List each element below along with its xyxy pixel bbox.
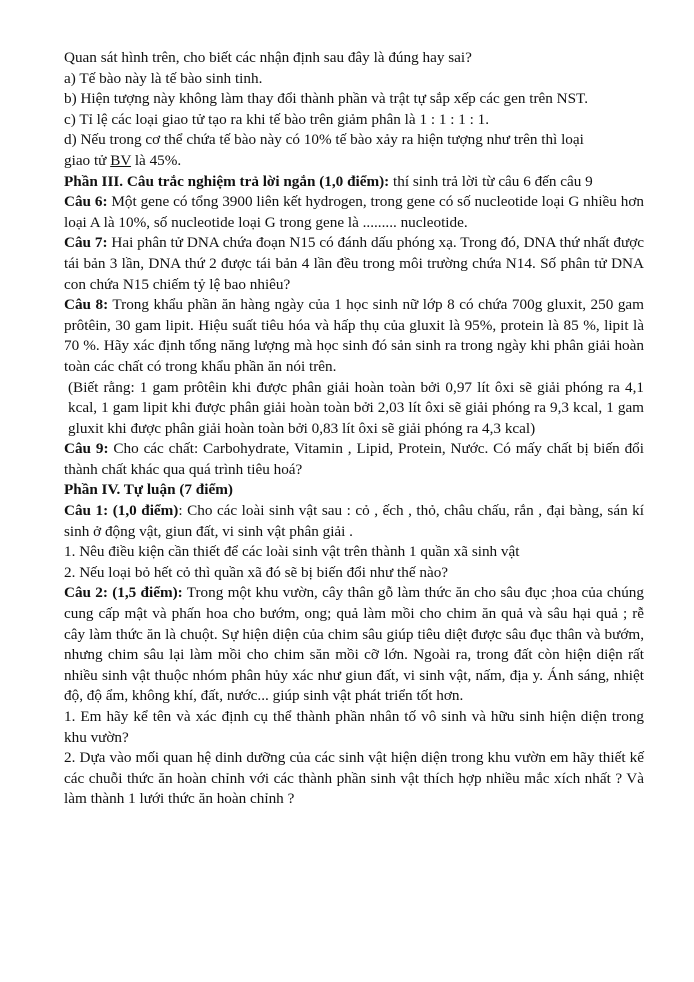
essay-2-text: Trong một khu vườn, cây thân gỗ làm thức ăn cho sâu đục ;hoa của chúng cung cấp mật và phấn hoa cho bướm, ong; quả làm mồi cho chim ăn quả và sâu hại quả ; rễ cây làm thức ăn là chuột. Sự hiện diện của chim sâu giúp tiêu diệt được sâu đục thân và bướm, nhưng chim sâu lại làm mồi cho chim săn mồi cỡ lớn. Ngoài ra, trong đất còn hiện diện rất nhiều sinh vật thuộc nhóm phân hủy xác như giun đất, vi sinh vật, nấm, địa y. Ánh sáng, nhiệt độ, độ ẩm, không khí, đất, nước... giúp sinh vật phát triển tốt hơn.: [64, 584, 644, 705]
essay-2-question-1: 1. Em hãy kể tên và xác định cụ thể thành phần nhân tố vô sinh và hữu sinh hiện diện trong khu vườn?: [64, 708, 644, 746]
question-7-text: Hai phân tử DNA chứa đoạn N15 có đánh dấu phóng xạ. Trong đó, DNA thứ nhất được tái bản 3 lần, DNA thứ 2 được tái bản 4 lần đều trong môi trường chứa N14. Số phân tử DNA con chứa N15 chiếm tỷ lệ bao nhiêu?: [64, 234, 644, 293]
essay-1-question-1: 1. Nêu điều kiện cần thiết để các loài sinh vật trên thành 1 quần xã sinh vật: [64, 543, 520, 561]
question-6-text: Một gene có tổng 3900 liên kết hydrogen, trong gene có số nucleotide loại G nhiều hơn loại A là 10%, số nucleotide loại G trong gene là ......... nucleotide.: [64, 193, 644, 231]
gamete-bv: BV: [110, 151, 132, 169]
question-7-label: Câu 7:: [64, 234, 108, 252]
essay-2-question-2: 2. Dựa vào mối quan hệ dinh dưỡng của các sinh vật hiện diện trong khu vườn em hãy thiết kế các chuỗi thức ăn hoàn chỉnh với các thành phần sinh vật thích hợp nhiều mắc xích nhất ? Và làm thành 1 lưới thức ăn hoàn chỉnh ?: [64, 749, 644, 808]
essay-2: [64, 583, 644, 707]
part3-heading: [64, 172, 644, 193]
question-9: [64, 439, 644, 480]
part3-title: Phần III. Câu trắc nghiệm trả lời ngắn (1,0 điểm):: [64, 172, 390, 190]
question-7: [64, 233, 644, 295]
statement-a: a) Tế bào này là tế bào sinh tinh.: [64, 69, 263, 87]
question-6-label: Câu 6:: [64, 193, 108, 211]
essay-2-label: Câu 2: (1,5 điểm):: [64, 584, 183, 602]
essay-1-label: Câu 1: (1,0 điểm): [64, 502, 179, 520]
statement-d-line2a: giao tử: [64, 151, 111, 169]
statement-d-line2b: là 45%.: [131, 151, 182, 169]
essay-1-text: : Cho các loài sinh vật sau : cỏ , ếch , thỏ, châu chấu, rắn , đại bàng, sán kí sinh ở động vật, giun đất, vi sinh vật phân giải .: [64, 502, 644, 540]
document-content: [64, 48, 644, 810]
question-6: [64, 192, 644, 233]
part4-heading: Phần IV. Tự luận (7 điểm): [64, 481, 233, 499]
question-8-note: (Biết rằng: 1 gam prôtêin khi được phân giải hoàn toàn bởi 0,97 lít ôxi sẽ giải phóng ra 4,1 kcal, 1 gam lipit khi được phân giải hoàn toàn bởi 2,03 lít ôxi sẽ giải phóng ra 9,3 kcal, 1 gam gluxit khi được phân giải hoàn toàn bởi 0,83 lít ôxi sẽ giải phóng ra 4,3 kcal): [68, 378, 644, 437]
question-8-label: Câu 8:: [64, 296, 109, 314]
part2-intro: Quan sát hình trên, cho biết các nhận định sau đây là đúng hay sai?: [64, 49, 472, 66]
essay-1: [64, 501, 644, 542]
question-9-text: Cho các chất: Carbohydrate, Vitamin , Lipid, Protein, Nước. Có mấy chất bị biến đổi thành chất khác qua quá trình tiêu hoá?: [64, 440, 644, 478]
statement-d: [64, 130, 644, 171]
question-8: [64, 295, 644, 377]
question-8-text: Trong khẩu phần ăn hàng ngày của 1 học sinh nữ lớp 8 có chứa 700g gluxit, 250 gam prôtêin, 30 gam lipit. Hiệu suất tiêu hóa và hấp thụ của gluxit là 95%, protein là 85 %, lipit là 70 %. Hãy xác định tổng năng lượng mà học sinh đó sản sinh ra trong ngày khi phân giải hoàn toàn các chất có trong khẩu phần ăn nói trên.: [64, 296, 644, 375]
essay-1-question-2: 2. Nếu loại bỏ hết cỏ thì quần xã đó sẽ bị biến đổi như thế nào?: [64, 563, 449, 581]
statement-b: b) Hiện tượng này không làm thay đổi thành phần và trật tự sắp xếp các gen trên NST.: [64, 90, 588, 108]
part3-instruction: thí sinh trả lời từ câu 6 đến câu 9: [389, 172, 593, 190]
question-9-label: Câu 9:: [64, 440, 109, 458]
statement-c: c) Tỉ lệ các loại giao tử tạo ra khi tế bào trên giảm phân là 1 : 1 : 1 : 1.: [64, 110, 490, 128]
statement-d-line1: d) Nếu trong cơ thể chứa tế bào này có 10% tế bào xảy ra hiện tượng như trên thì loại: [64, 131, 584, 149]
